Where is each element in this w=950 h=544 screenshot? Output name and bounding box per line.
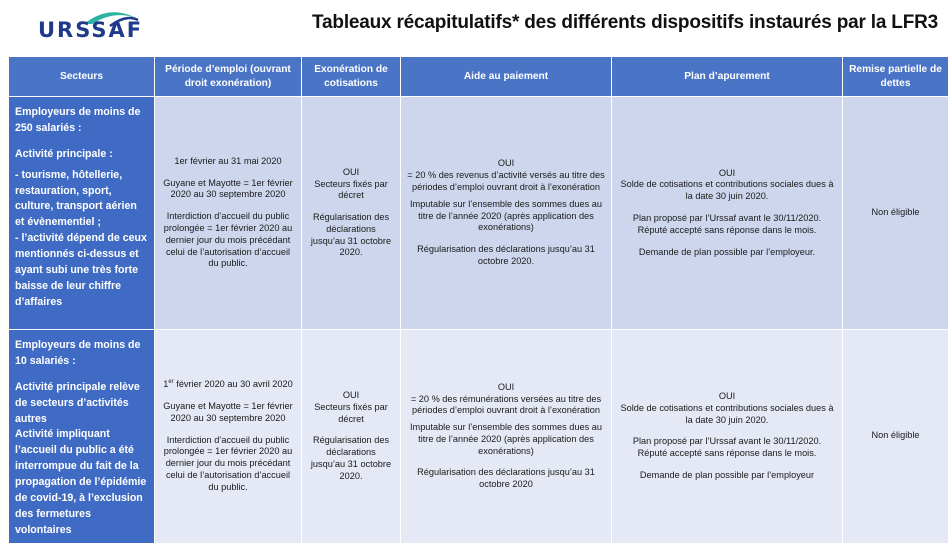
exoneration-line: Régularisation des déclarations jusqu’au 31 octobre 2020. xyxy=(310,435,392,481)
aide-line: = 20 % des revenus d’activité versés au titre des périodes d’emploi ouvrant droit à l’exonération xyxy=(407,170,605,192)
remise-cell: Non éligible xyxy=(843,330,949,544)
aide-line: OUI xyxy=(497,158,515,169)
plan-line: OUI xyxy=(718,391,736,402)
aide-line: Imputable sur l’ensemble des sommes dues au titre de l’année 2020 (après application des exonérations) xyxy=(409,422,602,456)
plan-line: Solde de cotisations et contributions sociales dues à la date 30 juin 2020. xyxy=(620,402,834,425)
aide-line: = 20 % des rémunérations versées au titre des périodes d’emploi ouvrant droit à l’exonération xyxy=(410,393,602,416)
sector-line: Employeurs de moins de 10 salariés : xyxy=(15,339,141,367)
plan-line: Solde de cotisations et contributions sociales dues à la date 30 juin 2020. xyxy=(620,179,834,202)
periode-line xyxy=(161,379,295,391)
page-title: Tableaux récapitulatifs* des différents dispositifs instaurés par la LFR3 xyxy=(312,12,938,33)
plan-line: OUI xyxy=(718,167,736,178)
col-header-remise: Remise partielle de dettes xyxy=(843,57,949,97)
aide-cell xyxy=(401,97,612,330)
sector-cell xyxy=(9,97,155,330)
periode-sup: er xyxy=(168,379,174,386)
exoneration-line: OUI xyxy=(342,390,360,401)
exoneration-cell xyxy=(302,97,401,330)
sector-line: - tourisme, hôtellerie, restauration, sport, culture, transport aérien et évènementiel ; xyxy=(15,168,137,229)
table-header-row xyxy=(9,57,949,97)
col-header-exoneration: Exonération de cotisations xyxy=(302,57,401,97)
col-header-aide: Aide au paiement xyxy=(401,57,612,97)
exoneration-line: OUI xyxy=(342,166,360,177)
exoneration-line: Secteurs fixés par décret xyxy=(314,178,388,201)
aide-line: Régularisation des déclarations jusqu’au 31 octobre 2020. xyxy=(417,244,595,266)
table-row xyxy=(9,330,949,544)
col-header-secteurs: Secteurs xyxy=(9,57,155,97)
sector-line: Activité impliquant l’accueil du public a été interrompue du fait de la propagation de l’épidémie de covid-19, à l’exclusion des fermetures volontaires xyxy=(15,428,147,536)
plan-line: Plan proposé par l’Urssaf avant le 30/11/2020. Réputé accepté sans réponse dans le mois. xyxy=(632,436,822,459)
periode-cell xyxy=(155,97,302,330)
table-row xyxy=(9,97,949,330)
periode-day: 1 xyxy=(163,379,169,390)
exoneration-line: Secteurs fixés par décret xyxy=(314,401,388,424)
col-header-periode: Période d’emploi (ouvrant droit exonération) xyxy=(155,57,302,97)
plan-cell xyxy=(612,97,843,330)
urssaf-logo xyxy=(14,6,144,50)
sector-line: Activité principale relève de secteurs d’activités autres xyxy=(15,380,140,425)
periode-line: Guyane et Mayotte = 1er février 2020 au 30 septembre 2020 xyxy=(163,177,293,200)
summary-table xyxy=(8,56,949,544)
periode-line: Guyane et Mayotte = 1er février 2020 au 30 septembre 2020 xyxy=(163,401,293,423)
sector-line: Activité principale : xyxy=(15,147,113,160)
periode-rest: février 2020 au 30 avril 2020 xyxy=(173,379,293,390)
plan-line: Demande de plan possible par l’employeur. xyxy=(638,246,816,257)
remise-cell: Non éligible xyxy=(843,97,949,330)
plan-line: Demande de plan possible par l’employeur xyxy=(639,469,815,480)
plan-line: Plan proposé par l’Urssaf avant le 30/11/2020. Réputé accepté sans réponse dans le mois. xyxy=(632,213,822,235)
sector-line: - l’activité dépend de ceux mentionnés ci-dessus et ayant subi une très forte baisse de leur chiffre d’affaires xyxy=(15,232,147,308)
sector-line: Employeurs de moins de 250 salariés : xyxy=(15,106,141,134)
plan-cell xyxy=(612,330,843,544)
periode-cell xyxy=(155,330,302,544)
aide-cell xyxy=(401,330,612,544)
aide-line: OUI xyxy=(497,381,515,392)
aide-line: Régularisation des déclarations jusqu’au 31 octobre 2020 xyxy=(417,467,595,490)
periode-line: Interdiction d’accueil du public prolongée = 1er février 2020 au dernier jour du mois précédant celui de l’autorisation d’accueil du public. xyxy=(163,211,293,269)
sector-cell xyxy=(9,330,155,544)
logo-text: URSSAF xyxy=(38,18,144,42)
exoneration-line: Régularisation des déclarations jusqu’au 31 octobre 2020. xyxy=(310,212,392,258)
periode-line: Interdiction d’accueil du public prolongée = 1er février 2020 au dernier jour du mois précédant celui de l’autorisation d’accueil du public. xyxy=(163,434,293,492)
exoneration-cell xyxy=(302,330,401,544)
periode-line: 1er février au 31 mai 2020 xyxy=(174,155,282,166)
aide-line: Imputable sur l’ensemble des sommes dues au titre de l’année 2020 (après application des exonérations) xyxy=(409,198,602,233)
col-header-plan: Plan d’apurement xyxy=(612,57,843,97)
